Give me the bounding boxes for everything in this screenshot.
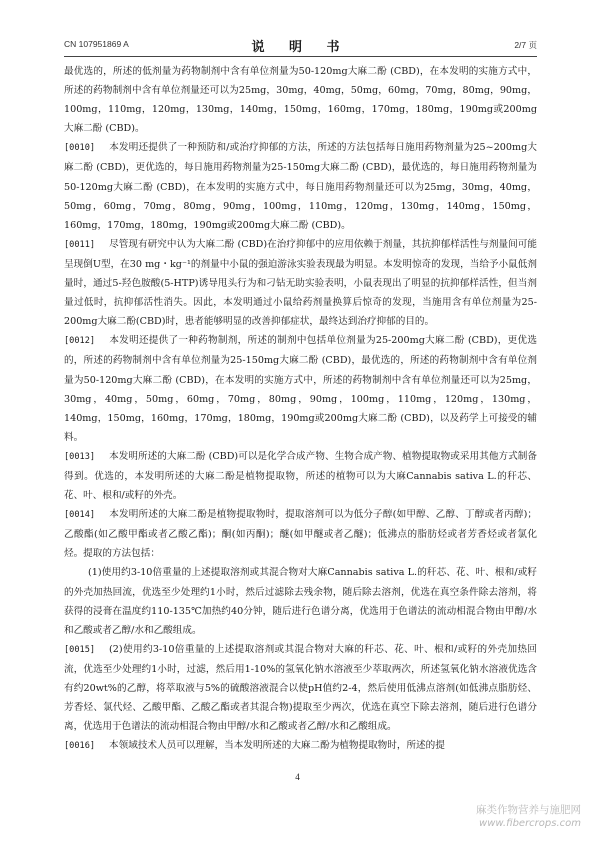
page-header: [64, 37, 537, 53]
paragraph-number: [0014]: [64, 510, 96, 521]
header-rule: [64, 56, 537, 57]
page-number: 4: [295, 772, 300, 782]
paragraph-continued: 最优选的，所述的低剂量为药物制剂中含有单位剂量为50-120mg大麻二酚 (CBD)，在本发明的实施方式中，所述的药物制剂中含有单位剂量还可以为25mg，30mg，40mg，50mg，60mg，70mg，80mg，90mg，100mg，110mg，120mg，130mg，140mg，150mg，160mg，170mg，180mg，190mg或200mg大麻二酚 (CBD)。: [64, 66, 537, 135]
paragraph-0010: [0010] 本发明还提供了一种预防和/或治疗抑郁的方法，所述的方法包括每日施用药物剂量为25~200mg大麻二酚 (CBD)，更优选的，每日施用药物剂量为25-150mg大麻二酚 (CBD)，最优选的，每日施用药物剂量为50-120mg大麻二酚 (CBD)，在本发明的实施方式中，每日施用药物剂量还可以为25mg，30mg，40mg，50mg，60mg，70mg，80mg，90mg，100mg，110mg，120mg，130mg，140mg，150mg，160mg，170mg，180mg，190mg或200mg大麻二酚 (CBD)。: [64, 142, 537, 231]
paragraph-number: [0016]: [64, 741, 96, 752]
paragraph-number: [0013]: [64, 451, 96, 462]
site-watermark: [476, 804, 581, 830]
watermark-url: www.fibercrops.com: [479, 818, 581, 829]
publication-number: CN 107951869 A: [64, 39, 129, 49]
body-text: [64, 62, 537, 756]
paragraph-0016: [0016] 本领域技术人员可以理解，当本发明所述的大麻二酚为植物提取物时，所述的提: [64, 740, 445, 752]
page-counter: 2/7 页: [514, 40, 537, 50]
paragraph-0015: [0015] (2)使用约3-10倍重量的上述提取溶剂或其混合物对大麻的秆芯、花、叶、根和/或籽的外壳加热回流，优选至少处理约1小时，过滤，然后用1-10%的氢氧化钠水溶液至少萃取两次，所述氢氧化钠水溶液优选含有约20wt%的乙醇，将萃取液与5%的硫酸溶液混合以使pH值约2-4，然后使用低沸点溶剂(如低沸点脂肪烃、芳香烃、氯代烃、乙酸甲酯、乙酸乙酯或者其混合物)提取至少两次，优选在真空下除去溶剂，随后进行色谱分离，优选用于色谱法的流动相混合物由甲醇/水和乙酸或者乙醇/水和乙酸组成。: [64, 643, 537, 733]
paragraph-0014: [0014] 本发明所述的大麻二酚是植物提取物时，提取溶剂可以为低分子醇(如甲醇、乙醇、丁醇或者丙醇)；乙酸酯(如乙酸甲酯或者乙酸乙酯)；酮(如丙酮)；醚(如甲醚或者乙醚)；低沸点的脂肪烃或者芳香烃或者氯化烃。提取的方法包括：: [64, 509, 537, 560]
paragraph-number: [0015]: [64, 644, 96, 655]
paragraph-0013: [0013] 本发明所述的大麻二酚 (CBD)可以是化学合成产物、生物合成产物、植物提取物或采用其他方式制备得到。优选的，本发明所述的大麻二酚是植物提取物，所述的植物可以为大麻Cannabis sativa L.的秆芯、花、叶、根和/或籽的外壳。: [64, 450, 537, 502]
paragraph-number: [0010]: [64, 143, 96, 154]
paragraph-number: [0012]: [64, 336, 96, 347]
paragraph-number: [0011]: [64, 239, 96, 250]
document-title: 说 明 书: [251, 40, 350, 55]
paragraph-method-1: (1)使用约3-10倍重量的上述提取溶剂或其混合物对大麻Cannabis sativa L.的秆芯、花、叶、根和/或籽的外壳加热回流，优选至少处理约1小时，然后过滤除去残余物，随后除去溶剂，优选在真空条件除去溶剂，将获得的浸膏在温度约110-135℃加热约40分钟，随后进行色谱分离，优选用于色谱法的流动相混合物由甲醇/水和乙酸或者乙醇/水和乙酸组成。: [64, 567, 537, 636]
paragraph-0011: [0011] 尽管现有研究中认为大麻二酚 (CBD)在治疗抑郁中的应用依赖于剂量，其抗抑郁样活性与剂量间可能呈现倒U型，在30 mg・kg⁻¹的剂量中小鼠的强迫游泳实验表现最为明显。本发明惊奇的发现，当给予小鼠低剂量时，通过5-羟色胺酸(5-HTP)诱导甩头行为和刁钻无助实验表明，小鼠表现出了明显的抗抑郁样活性，但当剂量过低时，抗抑郁活性消失。因此，本发明通过小鼠给药剂量换算后惊奇的发现，当施用含有单位剂量为25-200mg大麻二酚(CBD)时，患者能够明显的改善抑郁症状，最终达到治疗抑郁的目的。: [64, 238, 537, 328]
paragraph-0012: [0012] 本发明还提供了一种药物制剂，所述的制剂中包括单位剂量为25-200mg大麻二酚 (CBD)，更优选的，所述的药物制剂中含有单位剂量为25-150mg大麻二酚 (CBD)，最优选的，所述的药物制剂中含有单位剂量为50-120mg大麻二酚 (CBD)，在本发明的实施方式中，所述的药物制剂中含有单位剂量还可以为25mg，30mg，40mg，50mg，60mg，70mg，80mg，90mg，100mg，110mg，120mg，130mg，140mg，150mg，160mg，170mg，180mg，190mg或200mg大麻二酚 (CBD)，以及药学上可接受的辅料。: [64, 335, 537, 443]
watermark-site-name: 麻类作物营养与施肥网: [476, 804, 581, 816]
